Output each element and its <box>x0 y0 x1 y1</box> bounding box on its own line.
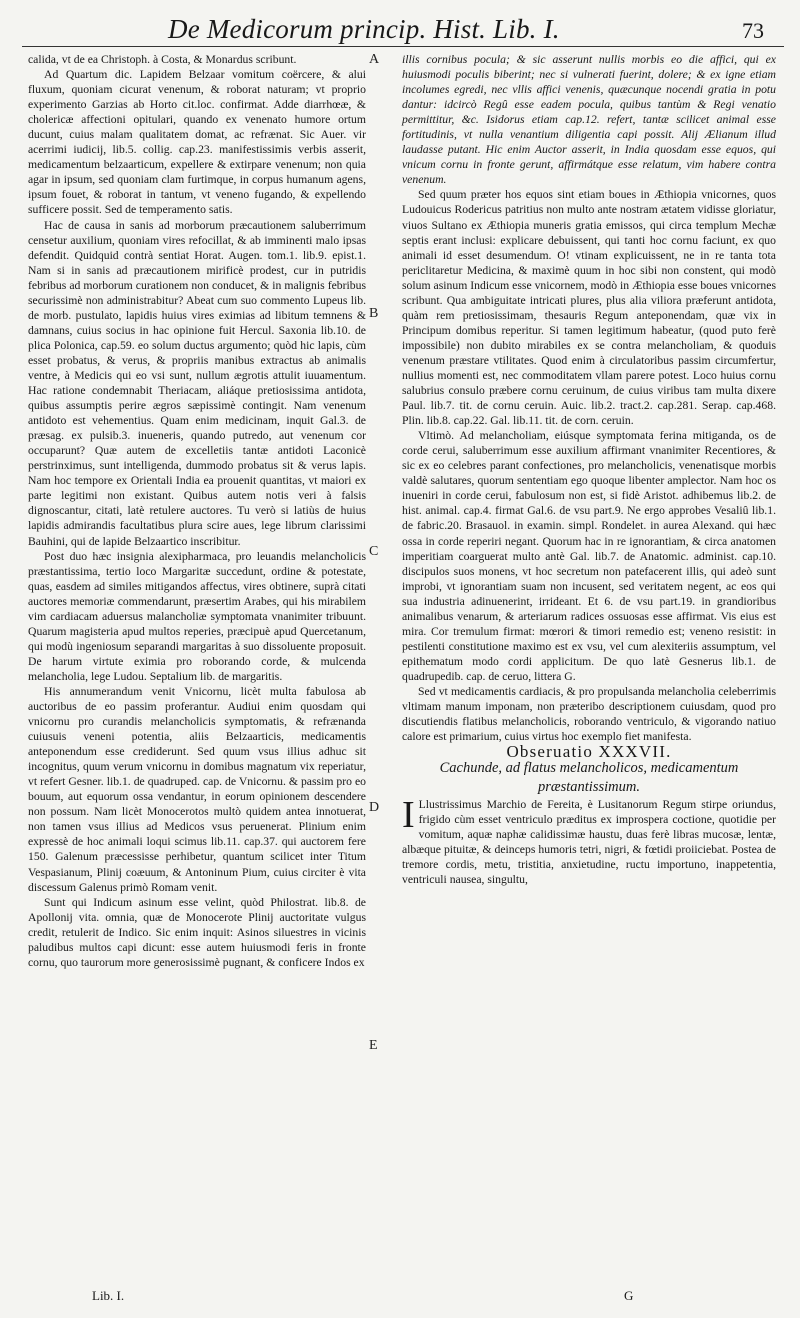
header-rule <box>22 46 784 47</box>
observatio-subheading: Cachunde, ad flatus melancholicos, medicamentum præstantissimum. <box>439 760 739 796</box>
paragraph: Sed vt medicamentis cardiacis, & pro propulsanda melancholia celeberrimis vltimam manum imponam, non præteribo descriptionem cuiusdam, quod pro discutiendis flatibus melancholicis, roborando ventriculo, & vigorando natiuo calore est primarium, cuius virtus hoc exemplo fiet manifesta. <box>402 684 776 744</box>
margin-letter-a: A <box>369 52 380 67</box>
page-number: 73 <box>742 18 764 43</box>
paragraph: Vltimò. Ad melancholiam, eiúsque symptomata ferina mitiganda, os de corde cerui, saluberrimum esse auxilium affirmant vnanimiter Recentiores, & sic ex eo celebres parant confectiones, pro melancholicis, venenatisque morbis valdè salutares, quorum sententiam ego quoque libenter amplector. Nam hoc os inueniri in corde cerui, fabulosum non est, si fidè Aristot. adhibemus lib.2. de hist. animal. cap.4. firmat Gal.6. de vsu part.9. Ne ergo approbes Vesaliû lib.1. de fabric.20. Brasauol. in examin. simpl. Rondelet. in aurea Alexand. qui hæc ossa in corde reperiri negant. Quorum hac in re ignorantiam, & circa anatomen imperitiam coarguerat multo antè Gal. lib.7. de Anatomic. administ. cap.10. discipulos suos monens, vt hoc secretum non patefacerent illis, qui adeò sunt improbi, vt ignorantiam suam non incusent, sed veritatem negent, ac eos qui sua industria adinuenerint, irrideant. Et 6. de vsu part.19. in grandioribus animalibus venarum, & arteriarum radices ossuosas esse affirmat. Vis eius est mira. Cor tremulum firmat: mœrori & timori remedio est; veneno resistit: in pestilenti constitutione maximo est ex vsu, vel cum alexiteriis assumptum, vel epithematum modo cordi applicitum. De quo latè Gesnerus lib.1. de quadrupedib. cap. de ceruo, littera G. <box>402 429 776 683</box>
signature-mark: G <box>624 1288 634 1303</box>
paragraph: Sunt qui Indicum asinum esse velint, quòd Philostrat. lib.8. de Apollonij vita. omnia, quæ de Monocerote Plinij auctoritate vulgus credit, retulerit de Indico. Sic enim inquit: Asinos siluestres in vicinis paludibus multos capi dicunt: esse autem huiusmodi feris in fronte cornu, quo taurorum more generosissimè pugnant, & conficere Indos ex <box>28 895 366 969</box>
page-title: De Medicorum princip. Hist. Lib. I. <box>168 14 560 44</box>
margin-letter-c: C <box>369 544 379 559</box>
observatio-text: Llustrissimus Marchio de Fereita, è Lusitanorum Regum stirpe oriundus, frigido cùm esset ventriculo præditus ex improspera coctione, quotidie per vomitum, aquæ naphæ calidissimæ haustu, duas ferè libras mucosæ, lentæ, albæque pituitæ, & deinceps humoris tetri, nigri, & fœtidi proiiciebat. Postea de tremore cordis, metu, tristitia, anxietudine, ructu importuno, inappetentia, ventriculi nausea, singultu, <box>402 798 776 887</box>
paragraph: illis cornibus pocula; & sic asserunt nullis morbis eo die affici, qui ex huiusmodi poculis biberint; nec si vulnerati fuerint, dolere; & ex igne etiam incolumes egredi, nec vllis affici venenis, quæcunque nocendi gratia in potu dantur: idcircò Regû esse eadem pocula, quibus tantùm & Regi venatio permittitur, &c. Isidorus etiam cap.12. refert, tantæ scilicet animal esse fortitudinis, vt nulla venantium diligentia capi possit. Alij Ælianum illud laudasse putant. Hic enim Auctor asserit, in India quosdam esse equos, qui vnicum cornu in fronte gerunt, affirmátque esse relatum, vim habere contra venenum. <box>402 53 776 187</box>
running-head <box>0 14 800 50</box>
paragraph: Hac de causa in sanis ad morborum præcautionem saluberrimum censetur auxilium, quoniam vires refocillat, & ab imminenti malo ipsas defendit. Quidquid contrà sentiat Horat. Augen. tom.1. lib.9. epist.1. Nam si in sanis ad præcautionem mirificè prodest, cur in putridis febribus ad morborum curationem non conducet, & in malignis febribus securissimè non administrabitur? Abeat cum suo commento Lupeus lib. de morb. pustulato, lapidis huius vires eximias ad libitum temnens & damnans, cuius socius in hac opinione fuit Hercul. Saxonia lib.10. de plica Polonica, cap.59. eo solum ductus argumento; quòd hic lapis, cùm esset probatus, & verus, & propriis manibus extractus ab animalis ventre, à Medicis qui eo vsi sunt, nullum ægrotis attulit iuuamentum. Hac ratione condemnabit Theriacam, aliáque pretiosissima antidota, quibus assumptis perire ægros sæpissimè contingit. Nam venenum antidoto est vehementius. Quam enim medicinam, inquit Gal.3. de præsag. ex pulsib.3. inueneris, quando putredo, aut venenum cor occuparunt? Quæ autem de excelletiis tantæ antidoti Laconicè perstrinximus, sunt intelligenda, dummodo probatus sit & verus lapis. Nam hoc tempore ex Orientali India ea prouenit quantitas, vt maiori ex parte legitimi non existant. Quibus autem notis veri à falsis dignoscantur, citati, latè retulere auctores. Tu verò si latiùs de huius lapidis admirandis facultatibus plura scire aues, lege librum clarissimi Bauhini, qui de lapide Belzaartico inscribitur. <box>28 218 366 548</box>
left-column <box>28 52 366 970</box>
paragraph: Ad Quartum dic. Lapidem Belzaar vomitum coërcere, & alui fluxum, quoniam cicurat venenum, & roborat naturam; vt proprio experimento Garzias ab Horto cit.loc. confirmat. Adde diarrhœæ, & cholericæ affectioni opitulari, quando ex venenato humore ortum ducunt, cuius malam qualitatem domat, ac refrænat. Sic Auer. vir acerrimi iudicij, lib.5. collig. cap.23. manifestissimis verbis asserit, medicamentum belzaarticum, expellere & extirpare venenum; non quia agar in ipsum, sed quoniam clam furtimque, in corpus humanum agens, ipsum fouet, & roborat in tantum, vt veneno fugando, & expellendo sufficere possit. Sed de temperamento satis. <box>28 68 366 217</box>
paragraph: Post duo hæc insignia alexipharmaca, pro leuandis melancholicis præstantissima, tertio loco Margaritæ succedunt, ordine & potestate, quas, easdem ad similes mitigandos affectus, vires obtinere, suprà citati auctores memoriæ commendarunt, præsertim Arabes, qui his mirabilem vim cardiacam aduersus malancholiæ symptomata vnanimiter tribuunt. Quarum magisteria apud multos reperies, præcipuè apud Quercetanum, qui modù ingeniosum separandi margaritas à suo dissoluente proposuit. De harum virtute eximia pro roborando corde, & mulcenda melancholia, lege Ludou. Septalium lib. de margaritis. <box>28 549 366 683</box>
right-column <box>402 52 776 887</box>
drop-cap: I <box>402 794 415 837</box>
margin-letter-e: E <box>369 1038 378 1053</box>
footer-book-label: Lib. I. <box>92 1288 125 1303</box>
observatio-paragraph <box>402 794 776 887</box>
margin-letter-b: B <box>369 306 379 321</box>
paragraph: calida, vt de ea Christoph. à Costa, & Monardus scribunt. <box>28 53 297 66</box>
observatio-heading: Obseruatio XXXVII. <box>506 742 672 762</box>
paragraph: Sed quum præter hos equos sint etiam boues in Æthiopia vnicornes, quos Ludouicus Rodericus patritius non multo ante nostram ætatem vidisse gloriatur, viuos Sultano ex Æthiopia muneris gratia emissos, qui circa templum Mechæ septis erant inclusi: explicare debuissent, qui tanti hoc cornu faciunt, ex quo animali id esset desumendum. O! vtinam explicuissent, ne in re tanta tota periclitaretur Medicina, & maximè quum in hoc sibi non constent, qui modò solum asinum Indicum esse vnicornem, modò in Æthiopia esse boues vnicornes scribunt. Qua ambiguitate intricati plures, plus alia viliora præferunt antidota, quàm rem pretiosissimam, thesauris Regum anteponendam, quæ vix in Principum domibus reperitur. Si tamen legitimum habeatur, (quod puto ferè impossibile) non dubito mirabiles ex se contra melancholiam, & quoduis venenum præstare vtilitates. Quod enim à circulatoribus passim circumfertur, nullius momenti est, nec commoditatem vllam parere potest. Loco huius cornu salubrius consulo præbere cornu ceruinum, de cuius viribus tam multa dixere Paul. lib.7. tit. de cornu ceruin. Auic. lib.2. tract.2. cap.281. Serap. cap.468. Plin. lib.8. cap.22. Gal. lib.11. tit. de corn. ceruin. <box>402 188 776 428</box>
paragraph: His annumerandum venit Vnicornu, licèt multa fabulosa ab auctoribus de eo passim proferantur. Audiui enim quosdam qui vnicornu pro curandis melancholicis symptomatis, & refrænanda cuiusuis veneni potentia, aliis Belzaarticis, medicamentis anteponendum esse crediderunt. Sed quum vsus illius adhuc sit incognitus, quum verum vnicornu in domibus magnatum vix reperiatur, vt refert Gesner. lib.1. de quadruped. cap. de Vnicornu. & passim pro eo bouum, aut equorum ossa vendantur, in eorum opinionem descendere non possum. Nam licèt Monocerotos multò quidem antea innotuerat, non tamen vsus illius ad Medicos vsus peruenerat. Plinium enim expressè de hoc animali loqui scimus lib.11. cap.37. qui auctorem fere 150. Galenum præcessisse perhibetur, quantum scilicet inter Titum Vespasianum, Plinij coæuum, & Antoninum Pium, cuius circiter è vita discessum Galenus primò Romam venit. <box>28 684 366 894</box>
margin-letter-d: D <box>369 800 380 815</box>
